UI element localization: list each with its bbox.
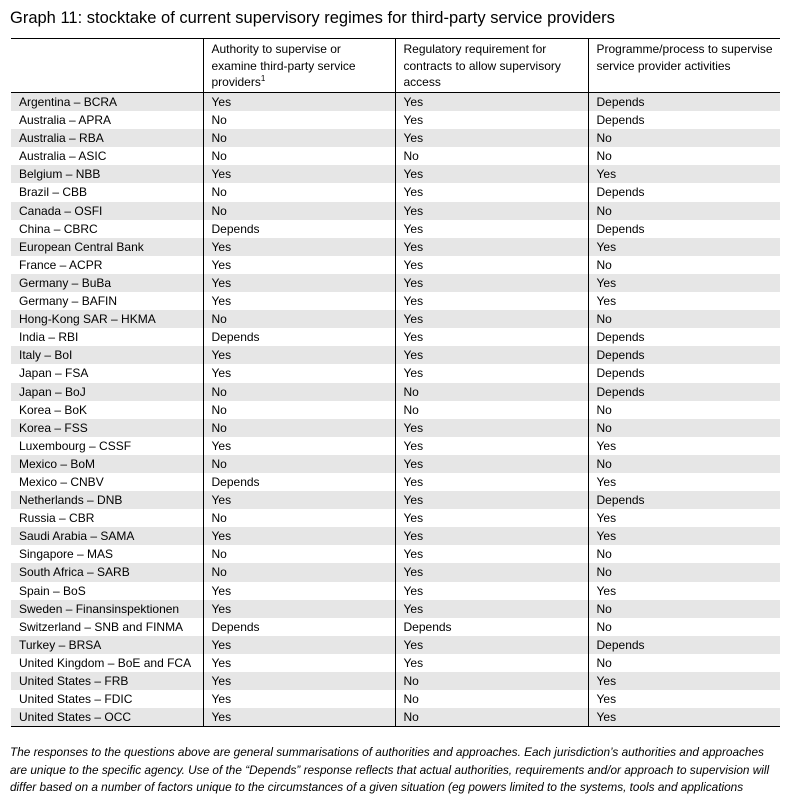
- cell-authority: No: [203, 147, 395, 165]
- cell-requirement: Yes: [395, 527, 588, 545]
- cell-jurisdiction: Australia – RBA: [11, 129, 203, 147]
- cell-programme: Yes: [588, 437, 780, 455]
- cell-requirement: Yes: [395, 202, 588, 220]
- cell-authority: No: [203, 419, 395, 437]
- cell-requirement: Yes: [395, 328, 588, 346]
- cell-authority: Depends: [203, 220, 395, 238]
- cell-jurisdiction: Japan – BoJ: [11, 383, 203, 401]
- cell-authority: Depends: [203, 618, 395, 636]
- cell-jurisdiction: Germany – BuBa: [11, 274, 203, 292]
- cell-authority: Yes: [203, 600, 395, 618]
- cell-programme: Depends: [588, 93, 780, 112]
- cell-programme: Yes: [588, 582, 780, 600]
- table-row: [11, 364, 780, 382]
- header-requirement: Regulatory requirement for contracts to allow supervisory access: [395, 39, 588, 93]
- cell-requirement: Yes: [395, 310, 588, 328]
- cell-authority: Yes: [203, 636, 395, 654]
- cell-requirement: Yes: [395, 473, 588, 491]
- cell-programme: Yes: [588, 473, 780, 491]
- cell-programme: Depends: [588, 636, 780, 654]
- cell-jurisdiction: Russia – CBR: [11, 509, 203, 527]
- cell-requirement: Yes: [395, 111, 588, 129]
- table-row: [11, 220, 780, 238]
- table-row: [11, 202, 780, 220]
- cell-requirement: Yes: [395, 93, 588, 112]
- cell-authority: No: [203, 183, 395, 201]
- cell-authority: Yes: [203, 346, 395, 364]
- cell-requirement: Yes: [395, 292, 588, 310]
- cell-programme: No: [588, 202, 780, 220]
- cell-requirement: Yes: [395, 654, 588, 672]
- table-row: [11, 582, 780, 600]
- cell-authority: Yes: [203, 582, 395, 600]
- cell-requirement: Yes: [395, 419, 588, 437]
- table-row: [11, 618, 780, 636]
- cell-jurisdiction: Germany – BAFIN: [11, 292, 203, 310]
- cell-jurisdiction: Brazil – CBB: [11, 183, 203, 201]
- cell-authority: Yes: [203, 690, 395, 708]
- cell-programme: No: [588, 654, 780, 672]
- cell-programme: No: [588, 147, 780, 165]
- cell-programme: Depends: [588, 328, 780, 346]
- cell-jurisdiction: United Kingdom – BoE and FCA: [11, 654, 203, 672]
- cell-authority: Yes: [203, 437, 395, 455]
- cell-programme: Depends: [588, 220, 780, 238]
- cell-programme: Yes: [588, 274, 780, 292]
- cell-programme: Yes: [588, 672, 780, 690]
- cell-requirement: No: [395, 672, 588, 690]
- table-row: [11, 129, 780, 147]
- table-row: [11, 310, 780, 328]
- table-row: [11, 274, 780, 292]
- cell-authority: Yes: [203, 527, 395, 545]
- cell-authority: No: [203, 310, 395, 328]
- cell-programme: No: [588, 563, 780, 581]
- cell-programme: Depends: [588, 491, 780, 509]
- table-row: [11, 147, 780, 165]
- cell-requirement: No: [395, 690, 588, 708]
- table-row: [11, 238, 780, 256]
- cell-authority: No: [203, 383, 395, 401]
- table-body: [11, 93, 780, 727]
- supervisory-regimes-table: [11, 38, 780, 727]
- cell-jurisdiction: Korea – BoK: [11, 401, 203, 419]
- cell-authority: Yes: [203, 491, 395, 509]
- cell-programme: Yes: [588, 292, 780, 310]
- cell-programme: Yes: [588, 238, 780, 256]
- table-row: [11, 437, 780, 455]
- cell-programme: Depends: [588, 111, 780, 129]
- cell-jurisdiction: Saudi Arabia – SAMA: [11, 527, 203, 545]
- cell-jurisdiction: Turkey – BRSA: [11, 636, 203, 654]
- cell-requirement: Yes: [395, 600, 588, 618]
- table-header-row: [11, 39, 780, 93]
- cell-jurisdiction: Mexico – BoM: [11, 455, 203, 473]
- footnote-marker: 1: [260, 74, 266, 83]
- table-row: [11, 690, 780, 708]
- cell-authority: No: [203, 401, 395, 419]
- table-row: [11, 491, 780, 509]
- cell-authority: Yes: [203, 364, 395, 382]
- table-row: [11, 563, 780, 581]
- table-row: [11, 636, 780, 654]
- cell-authority: Yes: [203, 165, 395, 183]
- cell-programme: Yes: [588, 509, 780, 527]
- table-row: [11, 256, 780, 274]
- cell-requirement: Yes: [395, 129, 588, 147]
- cell-authority: No: [203, 545, 395, 563]
- cell-jurisdiction: Luxembourg – CSSF: [11, 437, 203, 455]
- cell-programme: Depends: [588, 364, 780, 382]
- cell-jurisdiction: Belgium – NBB: [11, 165, 203, 183]
- cell-jurisdiction: France – ACPR: [11, 256, 203, 274]
- cell-requirement: Yes: [395, 563, 588, 581]
- cell-authority: Yes: [203, 256, 395, 274]
- table-row: [11, 545, 780, 563]
- table-row: [11, 654, 780, 672]
- table-row: [11, 509, 780, 527]
- table-row: [11, 111, 780, 129]
- cell-authority: Yes: [203, 93, 395, 112]
- table-row: [11, 183, 780, 201]
- table-row: [11, 93, 780, 112]
- cell-requirement: Yes: [395, 545, 588, 563]
- cell-authority: No: [203, 202, 395, 220]
- cell-programme: Depends: [588, 346, 780, 364]
- cell-requirement: Yes: [395, 183, 588, 201]
- cell-programme: Yes: [588, 690, 780, 708]
- cell-authority: Yes: [203, 672, 395, 690]
- cell-jurisdiction: United States – OCC: [11, 708, 203, 727]
- cell-jurisdiction: United States – FRB: [11, 672, 203, 690]
- cell-requirement: Yes: [395, 256, 588, 274]
- table-row: [11, 672, 780, 690]
- cell-authority: No: [203, 563, 395, 581]
- table-row: [11, 292, 780, 310]
- cell-requirement: Yes: [395, 238, 588, 256]
- header-authority: [203, 39, 395, 93]
- cell-jurisdiction: Netherlands – DNB: [11, 491, 203, 509]
- cell-requirement: Depends: [395, 618, 588, 636]
- cell-jurisdiction: South Africa – SARB: [11, 563, 203, 581]
- table-row: [11, 708, 780, 727]
- cell-jurisdiction: Mexico – CNBV: [11, 473, 203, 491]
- cell-authority: Yes: [203, 708, 395, 727]
- cell-jurisdiction: United States – FDIC: [11, 690, 203, 708]
- table-row: [11, 401, 780, 419]
- cell-requirement: Yes: [395, 165, 588, 183]
- table-row: [11, 383, 780, 401]
- table-row: [11, 473, 780, 491]
- cell-requirement: Yes: [395, 455, 588, 473]
- cell-authority: Depends: [203, 473, 395, 491]
- cell-requirement: Yes: [395, 491, 588, 509]
- table-row: [11, 165, 780, 183]
- cell-jurisdiction: Hong-Kong SAR – HKMA: [11, 310, 203, 328]
- cell-programme: No: [588, 310, 780, 328]
- table-row: [11, 346, 780, 364]
- cell-programme: No: [588, 455, 780, 473]
- cell-authority: Yes: [203, 238, 395, 256]
- cell-programme: Depends: [588, 183, 780, 201]
- cell-jurisdiction: Australia – APRA: [11, 111, 203, 129]
- graph-title: Graph 11: stocktake of current supervisory regimes for third-party service providers: [10, 9, 615, 27]
- cell-requirement: No: [395, 383, 588, 401]
- cell-authority: No: [203, 509, 395, 527]
- cell-programme: No: [588, 600, 780, 618]
- header-programme: Programme/process to supervise service provider activities: [588, 39, 780, 93]
- cell-requirement: Yes: [395, 364, 588, 382]
- cell-programme: No: [588, 618, 780, 636]
- cell-authority: No: [203, 455, 395, 473]
- cell-programme: No: [588, 256, 780, 274]
- cell-jurisdiction: Italy – BoI: [11, 346, 203, 364]
- cell-jurisdiction: Spain – BoS: [11, 582, 203, 600]
- header-authority-text: Authority to supervise or examine third-party service providers: [211, 42, 356, 89]
- table-row: [11, 455, 780, 473]
- cell-requirement: No: [395, 401, 588, 419]
- cell-programme: No: [588, 401, 780, 419]
- cell-jurisdiction: Singapore – MAS: [11, 545, 203, 563]
- cell-jurisdiction: Korea – FSS: [11, 419, 203, 437]
- cell-requirement: Yes: [395, 636, 588, 654]
- cell-authority: Depends: [203, 328, 395, 346]
- cell-authority: Yes: [203, 274, 395, 292]
- cell-programme: Depends: [588, 383, 780, 401]
- cell-requirement: Yes: [395, 220, 588, 238]
- cell-jurisdiction: Switzerland – SNB and FINMA: [11, 618, 203, 636]
- cell-jurisdiction: India – RBI: [11, 328, 203, 346]
- cell-authority: Yes: [203, 654, 395, 672]
- cell-requirement: No: [395, 147, 588, 165]
- table-row: [11, 600, 780, 618]
- cell-authority: Yes: [203, 292, 395, 310]
- cell-programme: No: [588, 419, 780, 437]
- cell-requirement: Yes: [395, 582, 588, 600]
- cell-authority: No: [203, 129, 395, 147]
- cell-jurisdiction: European Central Bank: [11, 238, 203, 256]
- cell-programme: Yes: [588, 527, 780, 545]
- cell-authority: No: [203, 111, 395, 129]
- cell-jurisdiction: Sweden – Finansinspektionen: [11, 600, 203, 618]
- cell-requirement: Yes: [395, 346, 588, 364]
- table-footnote: The responses to the questions above are general summarisations of authorities and approaches. Each jurisdiction’s authorities and approaches are unique to the specific agency. Use of the “Depends” response reflects that actual authorities, requirements and/or approach to supervision will differ based on a number of factors unique to the circumstances of a given situation (eg powers limited to the systems, tools and applications: [10, 745, 770, 794]
- cell-jurisdiction: Australia – ASIC: [11, 147, 203, 165]
- cell-programme: Yes: [588, 165, 780, 183]
- cell-programme: Yes: [588, 708, 780, 727]
- cell-requirement: Yes: [395, 509, 588, 527]
- cell-programme: No: [588, 129, 780, 147]
- table-row: [11, 419, 780, 437]
- table-row: [11, 527, 780, 545]
- cell-jurisdiction: China – CBRC: [11, 220, 203, 238]
- cell-requirement: Yes: [395, 274, 588, 292]
- cell-jurisdiction: Argentina – BCRA: [11, 93, 203, 112]
- header-jurisdiction: [11, 39, 203, 93]
- table-row: [11, 328, 780, 346]
- cell-requirement: No: [395, 708, 588, 727]
- cell-jurisdiction: Japan – FSA: [11, 364, 203, 382]
- cell-requirement: Yes: [395, 437, 588, 455]
- cell-programme: No: [588, 545, 780, 563]
- cell-jurisdiction: Canada – OSFI: [11, 202, 203, 220]
